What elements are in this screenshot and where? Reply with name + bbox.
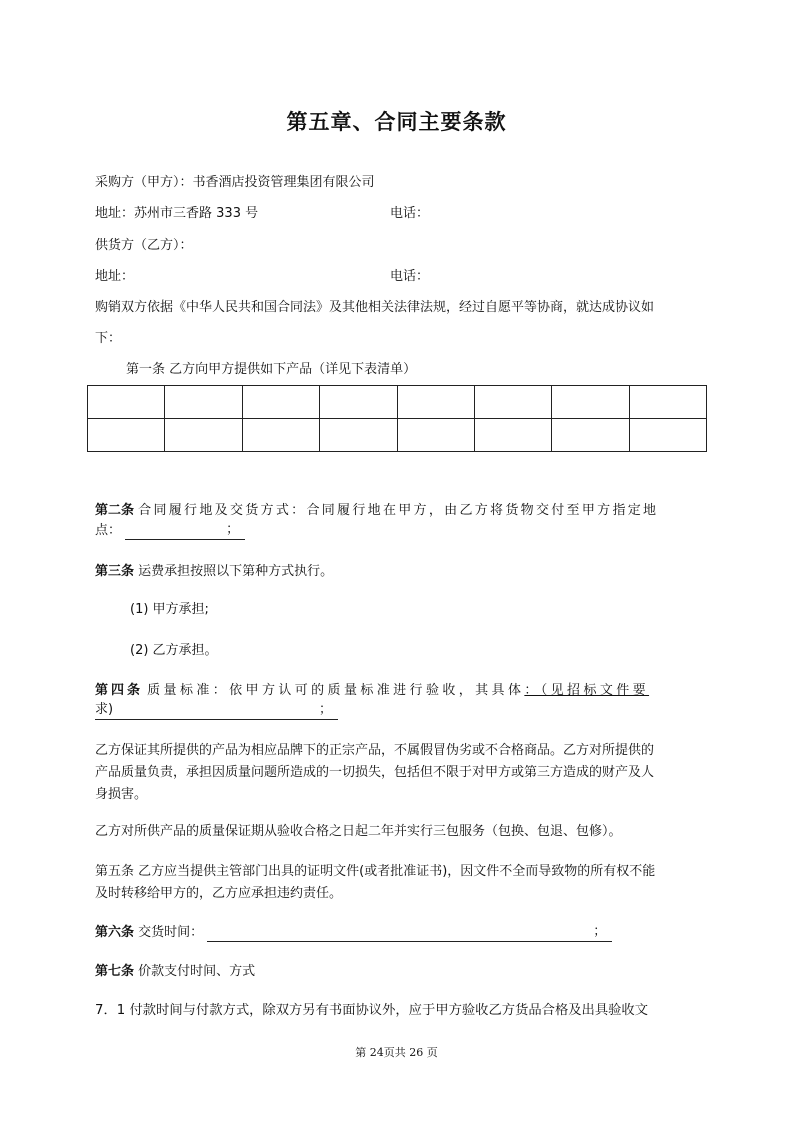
product-table-cell[interactable] [629,419,706,452]
product-table-cell[interactable] [552,386,629,419]
buyer-line [95,174,375,192]
preamble-line-2: 下： [95,331,122,346]
blank-semicolon: ； [593,924,607,939]
product-table-cell[interactable] [165,419,242,452]
article-3-option-2: (2) 乙方承担。 [130,643,218,658]
product-table-cell[interactable] [397,419,474,452]
page-footer: 第 24页共 26 页 [355,1046,438,1059]
supplier-address-label: 地址： [95,269,135,284]
article-4-line-2 [95,702,338,720]
article-6-heading: 第六条 [95,925,135,940]
delivery-time-blank[interactable] [207,924,612,942]
article-2-text: 合同履行地及交货方式：合同履行地在甲方，由乙方将货物交付至甲方指定地 [138,503,659,518]
article-3-option-1: (1) 甲方承担; [130,602,209,617]
buyer-address: 苏州市三香路 333 号 [134,206,259,221]
supplier-phone-label: 电话： [390,269,430,284]
article-4-line-1 [95,682,649,700]
blank-semicolon: ； [226,522,240,537]
product-table-cell[interactable] [165,386,242,419]
product-table-cell[interactable] [88,386,165,419]
delivery-place-blank[interactable] [125,522,245,540]
buyer-label: 采购方（甲方）： [95,175,193,190]
article-2-line-2 [95,522,245,540]
article-3-heading: 第三条 [95,564,135,579]
article-7-1: 7．1 付款时间与付款方式，除双方另有书面协议外，应于甲方验收乙方货品合格及出具验收文 [95,1003,649,1018]
article-5-line-2: 及时转移给甲方的，乙方应承担违约责任。 [95,886,343,901]
warranty-para-1-line-3: 身损害。 [95,787,148,802]
article-7-heading: 第七条 [95,964,135,979]
product-table-cell[interactable] [242,386,319,419]
quality-standard-blank[interactable] [95,702,338,720]
article-6 [95,924,612,942]
article-4-heading: 第四条 [95,683,144,698]
article-4-underlined: ：（见招标文件要 [524,683,650,698]
article-2-place-label: 点： [95,523,122,538]
warranty-para-1-line-2: 产品质量负责，承担因质量问题所造成的一切损失，包括但不限于对甲方或第三方造成的财产及人 [95,765,655,780]
article-2-heading: 第二条 [95,503,135,518]
blank-semicolon: ； [318,702,332,717]
buyer-phone-label: 电话： [390,206,430,221]
product-table-cell[interactable] [474,419,551,452]
product-table-cell[interactable] [552,419,629,452]
product-table-cell[interactable] [629,386,706,419]
article-7 [95,963,255,981]
preamble-line-1: 购销双方依据《中华人民共和国合同法》及其他相关法律法规，经过自愿平等协商，就达成协议如 [95,300,655,315]
product-table-cell[interactable] [242,419,319,452]
warranty-para-1-line-1: 乙方保证其所提供的产品为相应品牌下的正宗产品，不属假冒伪劣或不合格商品。乙方对所提供的 [95,743,655,758]
article-6-text: 交货时间： [138,925,204,940]
article-4-text: 质量标准：依甲方认可的质量标准进行验收，其具体 [147,683,525,698]
product-table-cell[interactable] [474,386,551,419]
article-5-line-1: 第五条 乙方应当提供主管部门出具的证明文件(或者批准证书)，因文件不全而导致物的所有权不能 [95,864,656,879]
product-table-cell[interactable] [320,386,397,419]
warranty-para-2: 乙方对所供产品的质量保证期从验收合格之日起二年并实行三包服务（包换、包退、包修）。 [95,824,622,839]
buyer-name: 书香酒店投资管理集团有限公司 [192,175,375,190]
article-3 [95,563,333,581]
product-table-cell[interactable] [88,419,165,452]
product-table-row [88,386,707,419]
product-table [87,385,707,452]
product-table-cell[interactable] [320,419,397,452]
article-7-text: 价款支付时间、方式 [138,964,256,979]
product-table-row [88,419,707,452]
chapter-title: 第五章、合同主要条款 [286,110,507,134]
buyer-address-line [95,205,258,223]
buyer-address-label: 地址： [95,206,135,221]
article-2-line-1 [95,502,658,520]
supplier-label: 供货方（乙方）： [95,238,193,253]
product-table-cell[interactable] [397,386,474,419]
article-1: 第一条 乙方向甲方提供如下产品（详见下表清单） [126,362,417,377]
article-3-text: 运费承担按照以下第种方式执行。 [138,564,334,579]
quality-standard-continued: 求) [95,702,114,717]
